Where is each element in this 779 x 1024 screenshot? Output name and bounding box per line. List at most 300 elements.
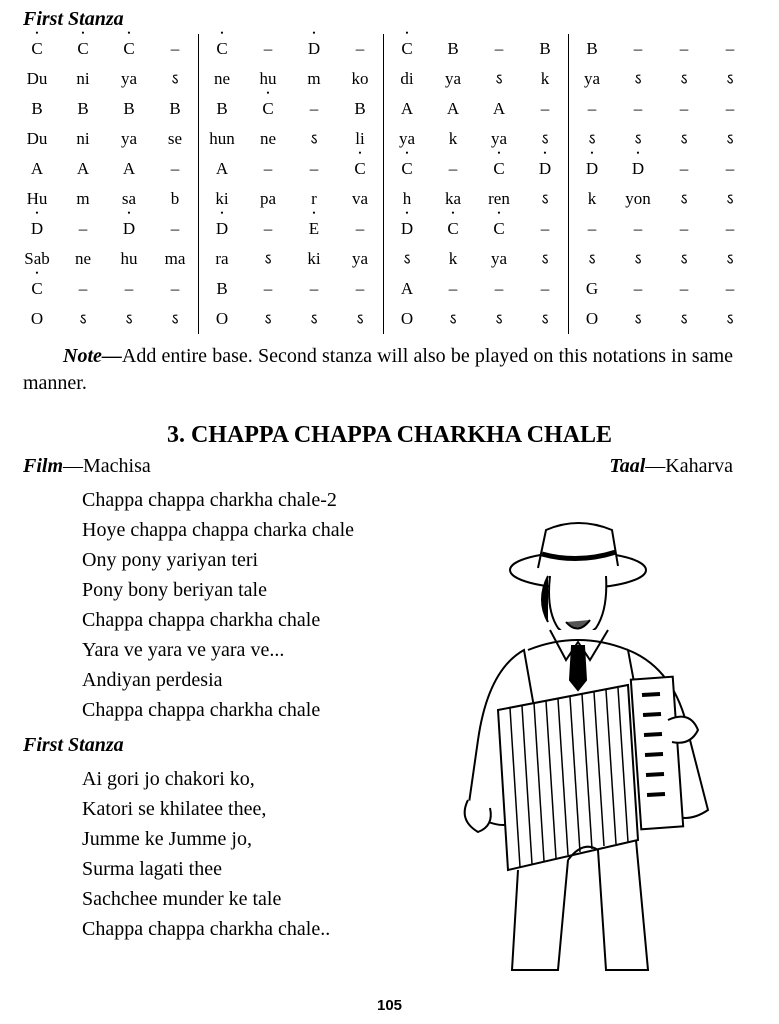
notation-symbol: ya <box>583 69 601 88</box>
notation-symbol: ya <box>120 69 138 88</box>
notation-cell <box>199 94 246 124</box>
notation-cell <box>522 274 569 304</box>
notation-symbol: – <box>263 159 273 178</box>
notation-symbol: va <box>351 189 369 208</box>
notation-symbol: – <box>679 219 689 238</box>
notation-symbol: – <box>263 39 273 58</box>
notation-cell <box>661 184 707 214</box>
notation-cell <box>569 64 616 94</box>
lyric-line: Sachchee munder ke tale <box>82 888 282 910</box>
notation-symbol: – <box>725 39 735 58</box>
notation-cell <box>384 94 431 124</box>
film-info <box>23 455 151 478</box>
notation-cell <box>199 214 246 244</box>
notation-symbol: – <box>725 159 735 178</box>
lyric-line: Hoye chappa chappa charka chale <box>82 519 355 541</box>
notation-cell <box>291 244 337 274</box>
notation-symbol: ya <box>398 129 416 148</box>
notation-cell <box>60 34 106 64</box>
notation-symbol: • C <box>401 39 412 59</box>
notation-symbol: A <box>400 279 414 298</box>
notation-symbol: O <box>215 309 229 328</box>
notation-symbol: ya <box>351 249 369 268</box>
taal-label: Taal <box>609 455 646 477</box>
notation-row <box>14 274 753 304</box>
notation-symbol: yon <box>625 189 651 208</box>
notation-cell <box>661 214 707 244</box>
notation-cell <box>337 184 384 214</box>
notation-symbol: pa <box>259 189 277 208</box>
notation-cell <box>245 274 291 304</box>
lyric-line: Chappa chappa charkha chale-2 <box>82 489 337 511</box>
notation-symbol: • C <box>447 219 458 239</box>
notation-symbol: ऽ <box>449 312 457 328</box>
notation-cell <box>106 304 152 334</box>
notation-symbol: ऽ <box>680 312 688 328</box>
lyric-line: Jumme ke Jumme jo, <box>82 828 252 850</box>
notation-symbol: li <box>355 129 365 148</box>
notation-cell <box>661 94 707 124</box>
notation-symbol: ma <box>164 249 186 268</box>
notation-cell <box>291 124 337 154</box>
notation-cell <box>569 214 616 244</box>
notation-symbol: – <box>170 279 180 298</box>
notation-cell <box>337 304 384 334</box>
notation-symbol: k <box>540 69 550 88</box>
notation-cell <box>152 94 199 124</box>
notation-cell <box>615 34 661 64</box>
notation-row <box>14 244 753 274</box>
notation-cell <box>60 94 106 124</box>
notation-cell <box>60 274 106 304</box>
notation-symbol: ऽ <box>726 192 734 208</box>
notation-row <box>14 214 753 244</box>
notation-cell <box>707 274 753 304</box>
notation-symbol: ऽ <box>634 72 642 88</box>
notation-cell <box>245 94 291 124</box>
notation-symbol: B <box>77 99 89 118</box>
notation-symbol: B <box>354 99 366 118</box>
notation-cell <box>707 244 753 274</box>
notation-cell <box>569 34 616 64</box>
notation-symbol: ऽ <box>726 132 734 148</box>
notation-cell <box>476 274 522 304</box>
notation-symbol: • C <box>262 99 273 119</box>
notation-cell <box>60 244 106 274</box>
notation-symbol: ऽ <box>125 312 133 328</box>
notation-cell <box>106 64 152 94</box>
notation-symbol: ऽ <box>680 132 688 148</box>
notation-cell <box>152 184 199 214</box>
note-paragraph <box>23 343 733 397</box>
notation-symbol: – <box>494 39 504 58</box>
notation-cell <box>199 124 246 154</box>
notation-cell <box>106 94 152 124</box>
notation-symbol: ko <box>351 69 369 88</box>
notation-symbol: – <box>355 39 365 58</box>
notation-cell <box>199 274 246 304</box>
notation-symbol: A <box>76 159 90 178</box>
notation-symbol: – <box>587 219 597 238</box>
notation-cell <box>337 154 384 184</box>
notation-cell <box>430 304 476 334</box>
notation-symbol: – <box>124 279 134 298</box>
lyric-line: Ai gori jo chakori ko, <box>82 768 255 790</box>
notation-cell <box>522 64 569 94</box>
notation-cell <box>522 304 569 334</box>
notation-symbol: A <box>30 159 44 178</box>
notation-symbol: • D <box>123 219 135 239</box>
notation-cell <box>245 304 291 334</box>
notation-cell <box>60 154 106 184</box>
note-label: Note— <box>63 345 122 367</box>
notation-symbol: – <box>679 279 689 298</box>
notation-cell <box>337 214 384 244</box>
notation-cell <box>152 304 199 334</box>
notation-cell <box>707 184 753 214</box>
notation-cell <box>476 64 522 94</box>
notation-cell <box>615 94 661 124</box>
notation-symbol: ऽ <box>726 252 734 268</box>
notation-symbol: – <box>679 99 689 118</box>
film-label: Film <box>23 455 64 477</box>
notation-cell <box>106 244 152 274</box>
notation-cell <box>60 304 106 334</box>
notation-cell <box>14 94 60 124</box>
notation-cell <box>707 154 753 184</box>
notation-symbol: ka <box>444 189 462 208</box>
notation-cell <box>476 34 522 64</box>
notation-symbol: • C <box>31 39 42 59</box>
notation-symbol: • E <box>309 219 319 239</box>
page-number: 105 <box>376 997 403 1014</box>
notation-symbol: ऽ <box>680 252 688 268</box>
notation-symbol: – <box>633 219 643 238</box>
notation-cell <box>60 64 106 94</box>
notation-symbol: – <box>540 99 550 118</box>
notation-cell <box>615 184 661 214</box>
notation-symbol: • D <box>31 219 43 239</box>
notation-cell <box>707 124 753 154</box>
notation-symbol: ya <box>444 69 462 88</box>
notation-symbol: ra <box>215 249 229 268</box>
notation-cell <box>152 274 199 304</box>
notation-cell <box>291 64 337 94</box>
notation-symbol: – <box>170 39 180 58</box>
notation-symbol: – <box>355 219 365 238</box>
notation-cell <box>615 304 661 334</box>
notation-symbol: – <box>540 219 550 238</box>
notation-cell <box>291 214 337 244</box>
notation-symbol: B <box>123 99 135 118</box>
notation-symbol: k <box>448 249 458 268</box>
notation-cell <box>522 244 569 274</box>
notation-symbol: Du <box>26 129 48 148</box>
notation-cell <box>707 34 753 64</box>
notation-symbol: ki <box>215 189 229 208</box>
notation-symbol: • D <box>308 39 320 59</box>
notation-symbol: • C <box>401 159 412 179</box>
chorus-lyrics <box>82 485 354 725</box>
notation-symbol: ऽ <box>310 132 318 148</box>
notation-symbol: – <box>78 279 88 298</box>
notation-cell <box>661 274 707 304</box>
notation-cell <box>569 304 616 334</box>
notation-cell <box>615 244 661 274</box>
lyric-line: Yara ve yara ve yara ve... <box>82 639 285 661</box>
notation-cell <box>707 64 753 94</box>
notation-symbol: – <box>494 279 504 298</box>
notation-symbol: – <box>540 279 550 298</box>
notation-cell <box>14 124 60 154</box>
notation-symbol: O <box>585 309 599 328</box>
notation-row <box>14 304 753 334</box>
notation-cell <box>661 244 707 274</box>
notation-symbol: Du <box>26 69 48 88</box>
notation-symbol: – <box>309 279 319 298</box>
notation-symbol: • D <box>632 159 644 179</box>
notation-symbol: B <box>216 99 228 118</box>
notation-cell <box>337 94 384 124</box>
notation-cell <box>707 94 753 124</box>
notation-symbol: Hu <box>26 189 48 208</box>
notation-symbol: ऽ <box>171 312 179 328</box>
notation-cell <box>245 124 291 154</box>
stanza-heading: First Stanza <box>23 734 124 756</box>
notation-symbol: ऽ <box>495 72 503 88</box>
notation-heading: First Stanza <box>23 8 124 30</box>
notation-cell <box>384 214 431 244</box>
notation-symbol: ऽ <box>541 132 549 148</box>
notation-symbol: ऽ <box>541 312 549 328</box>
notation-cell <box>522 214 569 244</box>
notation-symbol: ऽ <box>680 192 688 208</box>
notation-symbol: – <box>263 219 273 238</box>
notation-cell <box>661 124 707 154</box>
notation-symbol: ऽ <box>495 312 503 328</box>
notation-symbol: k <box>587 189 597 208</box>
notation-cell <box>476 214 522 244</box>
notation-cell <box>707 304 753 334</box>
notation-cell <box>430 274 476 304</box>
lyric-line: Pony bony beriyan tale <box>82 579 267 601</box>
notation-cell <box>337 244 384 274</box>
notation-cell <box>106 214 152 244</box>
notation-symbol: – <box>263 279 273 298</box>
notation-cell <box>199 154 246 184</box>
notation-cell <box>430 154 476 184</box>
notation-cell <box>106 274 152 304</box>
notation-symbol: m <box>76 189 90 208</box>
notation-cell <box>14 154 60 184</box>
notation-symbol: – <box>448 159 458 178</box>
notation-cell <box>291 94 337 124</box>
notation-cell <box>661 34 707 64</box>
notation-symbol: – <box>448 279 458 298</box>
notation-cell <box>569 244 616 274</box>
notation-row <box>14 94 753 124</box>
notation-cell <box>569 154 616 184</box>
notation-symbol: ki <box>307 249 321 268</box>
notation-symbol: ऽ <box>588 132 596 148</box>
notation-symbol: B <box>539 39 551 58</box>
notation-symbol: – <box>170 219 180 238</box>
notation-symbol: hun <box>209 129 235 148</box>
notation-symbol: A <box>446 99 460 118</box>
notation-symbol: G <box>585 279 599 298</box>
notation-cell <box>152 214 199 244</box>
lyric-line: Chappa chappa charkha chale.. <box>82 918 331 940</box>
notation-symbol: ya <box>120 129 138 148</box>
notation-symbol: hu <box>259 69 277 88</box>
notation-symbol: – <box>587 99 597 118</box>
notation-symbol: O <box>30 309 44 328</box>
notation-symbol: B <box>447 39 459 58</box>
notation-cell <box>152 244 199 274</box>
notation-cell <box>615 64 661 94</box>
notation-symbol: O <box>400 309 414 328</box>
notation-cell <box>199 64 246 94</box>
notation-symbol: A <box>215 159 229 178</box>
notation-symbol: A <box>492 99 506 118</box>
notation-symbol: m <box>307 69 321 88</box>
notation-symbol: – <box>170 159 180 178</box>
notation-symbol: • C <box>493 159 504 179</box>
notation-symbol: ऽ <box>264 312 272 328</box>
notation-row <box>14 124 753 154</box>
notation-cell <box>152 64 199 94</box>
notation-symbol: ऽ <box>541 252 549 268</box>
notation-symbol: ne <box>74 249 92 268</box>
lyric-line: Surma lagati thee <box>82 858 222 880</box>
notation-symbol: • D <box>401 219 413 239</box>
notation-cell <box>384 304 431 334</box>
notation-cell <box>291 274 337 304</box>
notation-cell <box>199 244 246 274</box>
notation-cell <box>430 214 476 244</box>
notation-cell <box>430 34 476 64</box>
notation-symbol: ne <box>213 69 231 88</box>
notation-cell <box>106 154 152 184</box>
notation-table <box>14 34 753 334</box>
notation-symbol: B <box>31 99 43 118</box>
notation-cell <box>14 214 60 244</box>
notation-symbol: ऽ <box>171 72 179 88</box>
notation-symbol: – <box>309 99 319 118</box>
notation-symbol: – <box>355 279 365 298</box>
notation-cell <box>661 154 707 184</box>
notation-cell <box>569 184 616 214</box>
notation-cell <box>245 34 291 64</box>
notation-cell <box>14 274 60 304</box>
notation-symbol: ऽ <box>541 192 549 208</box>
notation-symbol: ऽ <box>264 252 272 268</box>
notation-cell <box>14 304 60 334</box>
notation-cell <box>337 34 384 64</box>
notation-symbol: • D <box>539 159 551 179</box>
notation-cell <box>14 64 60 94</box>
notation-cell <box>615 274 661 304</box>
notation-cell <box>245 244 291 274</box>
lyric-line: Chappa chappa charkha chale <box>82 699 321 721</box>
notation-symbol: ऽ <box>310 312 318 328</box>
notation-cell <box>14 34 60 64</box>
notation-cell <box>291 34 337 64</box>
notation-symbol: ren <box>488 189 510 208</box>
notation-symbol: B <box>169 99 181 118</box>
notation-cell <box>476 244 522 274</box>
notation-symbol: • C <box>31 279 42 299</box>
notation-symbol: – <box>679 159 689 178</box>
notation-cell <box>615 214 661 244</box>
notation-symbol: • C <box>354 159 365 179</box>
notation-symbol: ऽ <box>726 72 734 88</box>
notation-symbol: • C <box>123 39 134 59</box>
notation-cell <box>291 154 337 184</box>
notation-symbol: sa <box>121 189 137 208</box>
notation-symbol: – <box>78 219 88 238</box>
notation-cell <box>106 34 152 64</box>
notation-symbol: ne <box>259 129 277 148</box>
notation-cell <box>245 214 291 244</box>
notation-symbol: di <box>400 69 414 88</box>
notation-symbol: A <box>122 159 136 178</box>
song-title: 3. CHAPPA CHAPPA CHARKHA CHALE <box>166 422 613 448</box>
notation-symbol: – <box>725 219 735 238</box>
notation-cell <box>476 304 522 334</box>
notation-symbol: r <box>311 189 317 208</box>
taal-info <box>609 455 733 478</box>
notation-cell <box>430 244 476 274</box>
notation-cell <box>476 94 522 124</box>
notation-symbol: ऽ <box>588 252 596 268</box>
notation-row <box>14 64 753 94</box>
notation-symbol: ऽ <box>634 252 642 268</box>
notation-cell <box>245 184 291 214</box>
notation-cell <box>661 64 707 94</box>
notation-symbol: ऽ <box>403 252 411 268</box>
notation-cell <box>707 214 753 244</box>
notation-symbol: – <box>633 279 643 298</box>
notation-symbol: – <box>309 159 319 178</box>
notation-row <box>14 154 753 184</box>
accordion-player-illustration <box>428 510 738 980</box>
notation-cell <box>199 304 246 334</box>
notation-cell <box>384 274 431 304</box>
notation-symbol: ऽ <box>726 312 734 328</box>
notation-cell <box>384 64 431 94</box>
notation-cell <box>384 244 431 274</box>
notation-cell <box>430 64 476 94</box>
lyric-line: Chappa chappa charkha chale <box>82 609 321 631</box>
notation-cell <box>430 124 476 154</box>
lyric-line: Andiyan perdesia <box>82 669 223 691</box>
notation-cell <box>199 34 246 64</box>
notation-symbol: ऽ <box>356 312 364 328</box>
notation-cell <box>384 34 431 64</box>
notation-symbol: ya <box>490 249 508 268</box>
notation-symbol: h <box>402 189 412 208</box>
notation-symbol: ya <box>490 129 508 148</box>
notation-cell <box>337 274 384 304</box>
notation-cell <box>569 94 616 124</box>
notation-cell <box>152 154 199 184</box>
notation-cell <box>522 34 569 64</box>
notation-symbol: A <box>400 99 414 118</box>
notation-cell <box>615 154 661 184</box>
notation-symbol: b <box>170 189 180 208</box>
notation-symbol: B <box>586 39 598 58</box>
